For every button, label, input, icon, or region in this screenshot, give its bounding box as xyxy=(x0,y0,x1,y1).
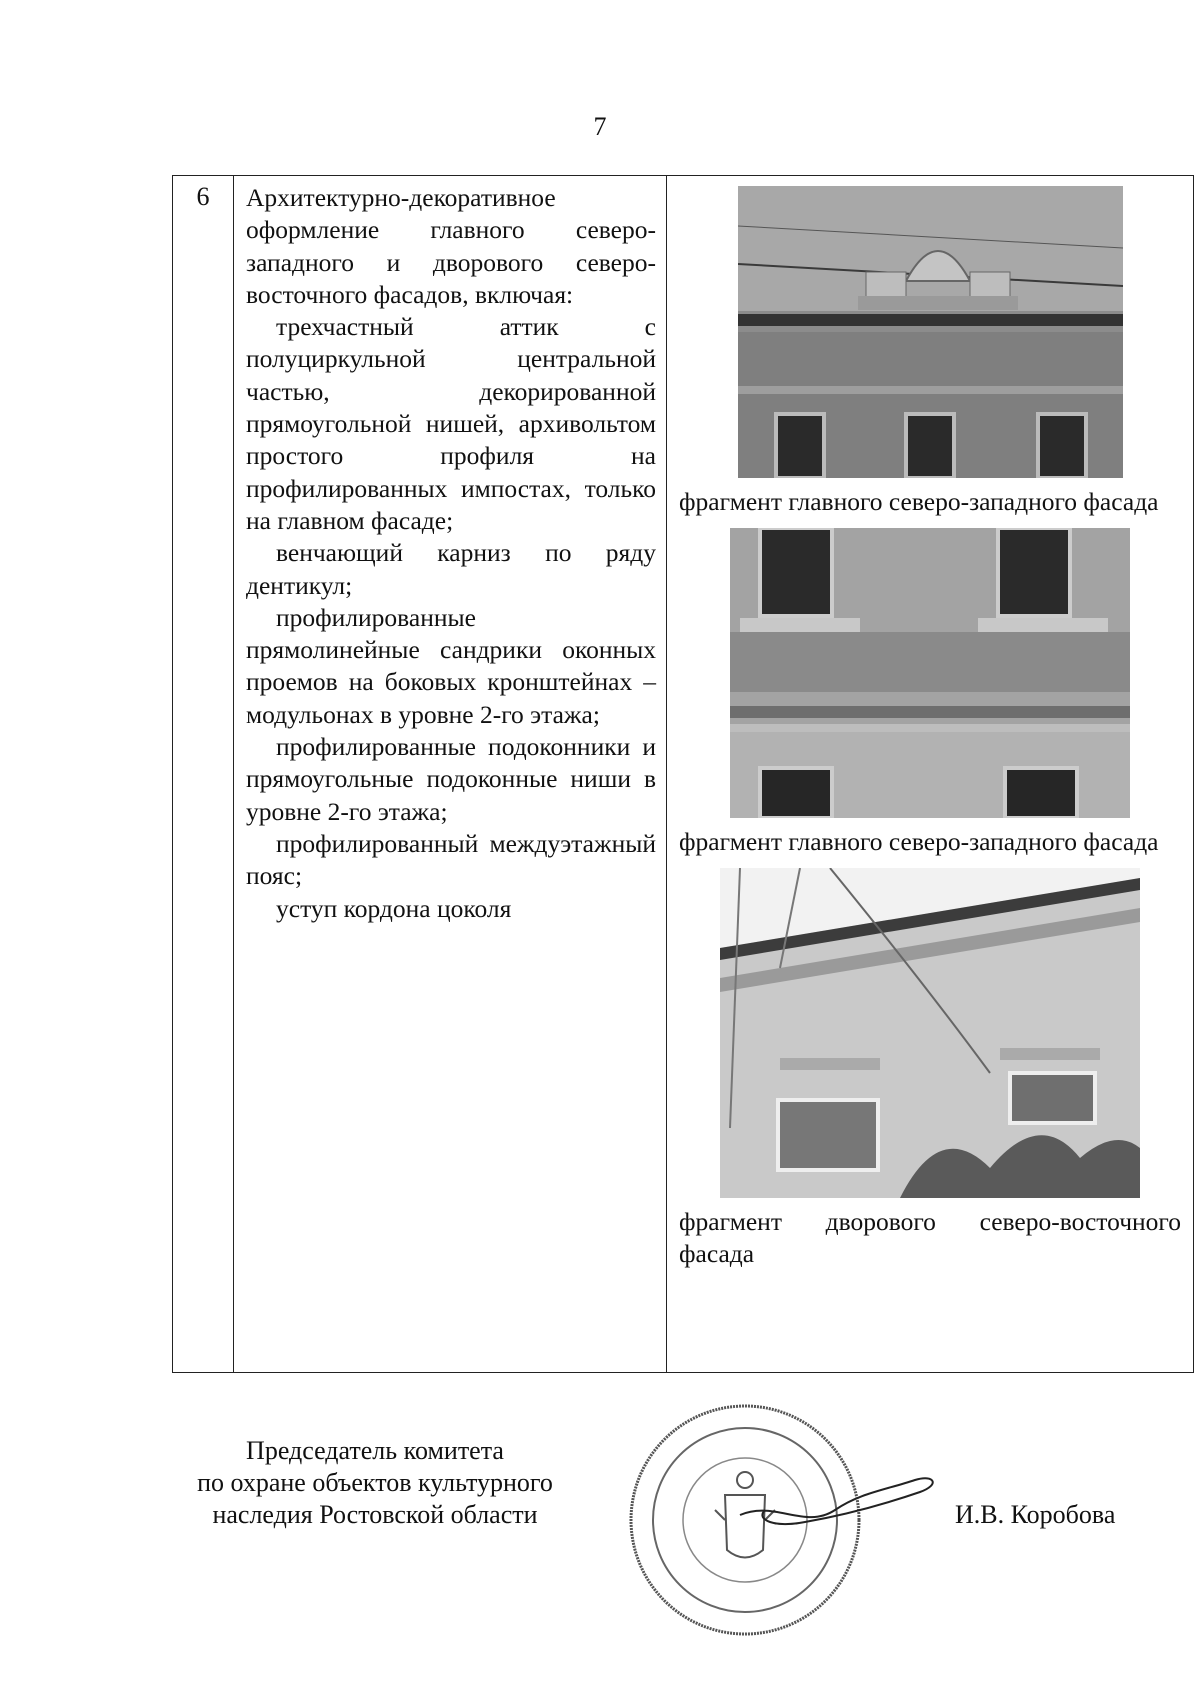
description-item: уступ кордона цоколя xyxy=(276,893,512,923)
signatory-position xyxy=(160,1435,590,1531)
facade-photo-attic xyxy=(738,186,1123,478)
position-line: наследия Ростовской области xyxy=(212,1500,538,1529)
description-intro: Архитектурно-декоративное оформление главного северо-западного и дворового северо-восточного фасадов, включая: xyxy=(246,183,656,309)
facade-photo-windows xyxy=(730,528,1130,818)
photo-block xyxy=(679,186,1181,518)
description-item: профилированные прямолинейные сандрики оконных проемов на боковых кронштейнах – модульонах в уровне 2-го этажа; xyxy=(246,602,656,729)
table-row xyxy=(173,176,1194,1373)
photo-block xyxy=(679,528,1181,858)
row-description xyxy=(234,176,667,1373)
facade-photo-courtyard xyxy=(720,868,1140,1198)
photo-block xyxy=(679,868,1181,1270)
description-item: венчающий карниз по ряду дентикул; xyxy=(246,538,656,600)
handwritten-signature xyxy=(735,1460,945,1550)
page-number: 7 xyxy=(593,112,607,141)
description-item: профилированный междуэтажный пояс; xyxy=(246,828,656,891)
description-item: трехчастный аттик с полуциркульной центральной частью, декорированной прямоугольной нишей, архивольтом простого профиля на профилированных импостах, только на главном фасаде; xyxy=(246,312,656,535)
photo-caption: фрагмент главного северо-западного фасада xyxy=(679,827,1159,856)
signatory-name: И.В. Коробова xyxy=(955,1500,1116,1529)
position-line: Председатель комитета xyxy=(246,1436,504,1465)
position-line: по охране объектов культурного xyxy=(197,1468,553,1497)
objects-table xyxy=(172,175,1194,1373)
photo-caption: фрагмент дворового северо-восточного фасада xyxy=(679,1207,1181,1268)
photo-caption: фрагмент главного северо-западного фасада xyxy=(679,487,1159,516)
row-photos xyxy=(667,176,1194,1373)
description-item: профилированные подоконники и прямоугольные подоконные ниши в уровне 2-го этажа; xyxy=(246,732,656,826)
row-number: 6 xyxy=(173,176,234,1373)
